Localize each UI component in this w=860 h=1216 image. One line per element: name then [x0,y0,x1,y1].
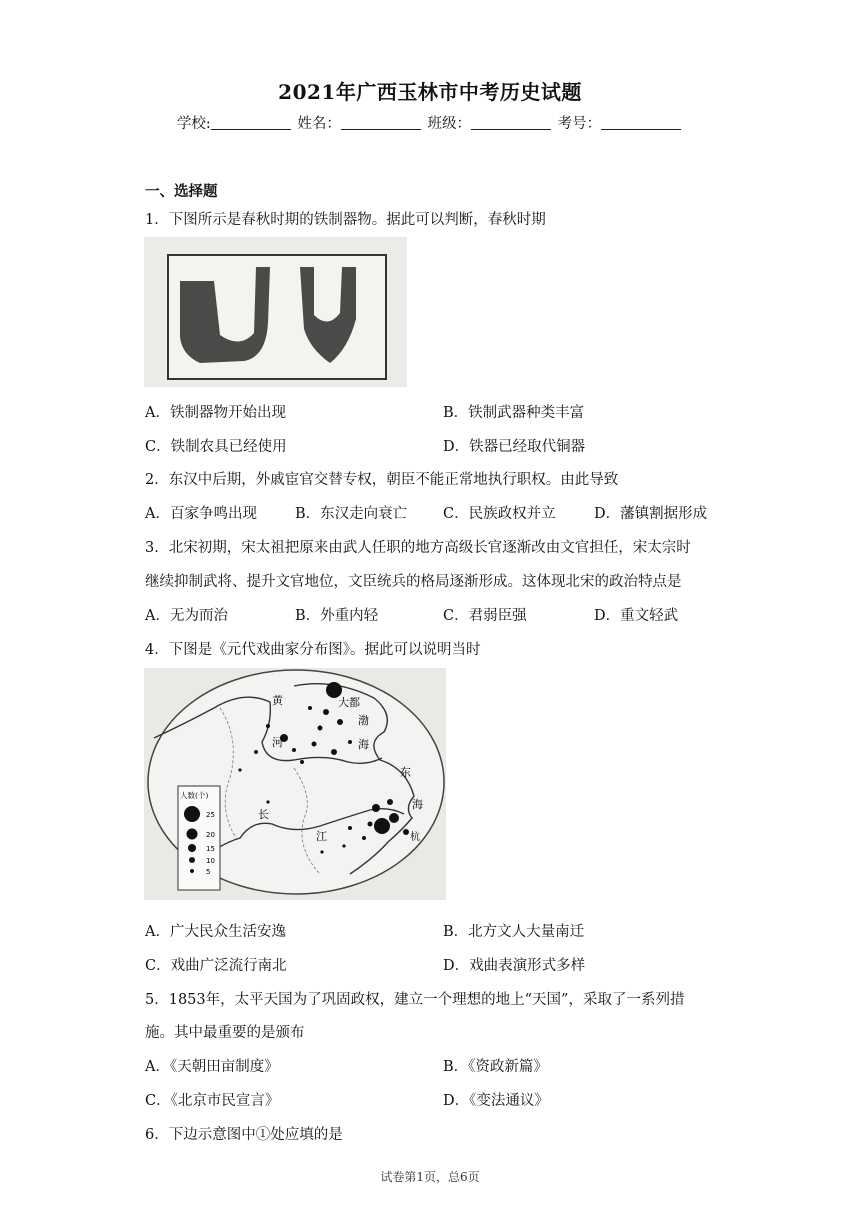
map-label-hai-east: 海 [412,798,423,811]
q4-option-b[interactable]: B．北方文人大量南迁 [443,924,585,940]
q3-option-d[interactable]: D．重文轻武 [594,608,679,624]
map-label-hai-north: 海 [358,738,369,751]
map-label-jiang: 江 [316,830,327,843]
map-label-chang: 长 [258,808,269,821]
q1-option-a[interactable]: A．铁制器物开始出现 [145,405,286,421]
question-3-stem-line2: 继续抑制武将、提升文官地位，文臣统兵的格局逐渐形成。这体现北宋的政治特点是 [145,574,682,590]
page-footer: 试卷第1页，总6页 [380,1170,480,1184]
q3-option-a[interactable]: A．无为而治 [145,608,228,624]
question-5-stem-line1: 5．1853年，太平天国为了巩固政权，建立一个理想的地上“天国”，采取了一系列措 [145,992,685,1008]
q3-option-c[interactable]: C．君弱臣强 [443,608,527,624]
q4-option-c[interactable]: C．戏曲广泛流行南北 [145,958,287,974]
q2-option-d[interactable]: D．藩镇割据形成 [594,506,708,522]
q5-option-d[interactable]: D．《变法通议》 [443,1093,549,1109]
field-name-blank[interactable] [341,115,421,130]
field-class-blank[interactable] [471,115,551,130]
question-2-stem: 2．东汉中后期，外戚宦官交替专权，朝臣不能正常地执行职权。由此导致 [145,472,619,488]
field-class-label: 班级： [427,116,471,132]
q2-option-a[interactable]: A．百家争鸣出现 [145,506,257,522]
exam-title: 2021年广西玉林市中考历史试题 [278,80,582,104]
iron-tools-image [144,237,407,387]
field-id-blank[interactable] [601,115,681,130]
figure-iron-tools [144,237,407,387]
question-6-stem: 6．下边示意图中①处应填的是 [145,1127,343,1143]
question-4-stem: 4．下图是《元代戏曲家分布图》。据此可以说明当时 [145,642,481,658]
svg-text:15: 15 [206,845,215,853]
map-label-hang: 杭 [410,832,420,843]
student-info-line [0,112,860,133]
map-label-dadu: 大都 [338,696,360,709]
q2-option-b[interactable]: B．东汉走向衰亡 [295,506,408,522]
q3-option-b[interactable]: B．外重内轻 [295,608,379,624]
q5-option-a[interactable]: A．《天朝田亩制度》 [145,1059,279,1075]
field-name-label: 姓名： [297,116,341,132]
q2-option-c[interactable]: C．民族政权并立 [443,506,556,522]
svg-text:5: 5 [206,868,211,876]
field-school-label: 学校: [176,116,211,132]
yuan-map-image [144,668,446,900]
figure-yuan-dramatist-map [144,668,446,900]
q1-option-b[interactable]: B．铁制武器种类丰富 [443,405,585,421]
q5-option-c[interactable]: C．《北京市民宣言》 [145,1093,280,1109]
map-label-bo: 渤 [358,714,369,727]
question-1-stem: 1．下图所示是春秋时期的铁制器物。据此可以判断，春秋时期 [145,212,546,228]
svg-text:25: 25 [206,811,215,819]
field-id-label: 考号： [557,116,602,132]
svg-text:10: 10 [206,857,215,865]
q4-option-d[interactable]: D．戏曲表演形式多样 [443,958,586,974]
q5-option-b[interactable]: B．《资政新篇》 [443,1059,548,1075]
q1-option-d[interactable]: D．铁器已经取代铜器 [443,439,586,455]
q1-option-c[interactable]: C．铁制农具已经使用 [145,439,287,455]
question-5-stem-line2: 施。其中最重要的是颁布 [145,1025,305,1041]
map-label-dong: 东 [400,766,411,779]
field-school-blank[interactable] [211,115,291,130]
svg-text:20: 20 [206,831,215,839]
map-label-he: 河 [272,736,283,749]
question-3-stem-line1: 3．北宋初期，宋太祖把原来由武人任职的地方高级长官逐渐改由文官担任，宋太宗时 [145,540,691,556]
map-legend-title: 人数(个) [180,791,209,800]
map-label-huang: 黄 [272,694,283,707]
q4-option-a[interactable]: A．广大民众生活安逸 [145,924,286,940]
section-heading: 一、选择题 [145,183,218,200]
